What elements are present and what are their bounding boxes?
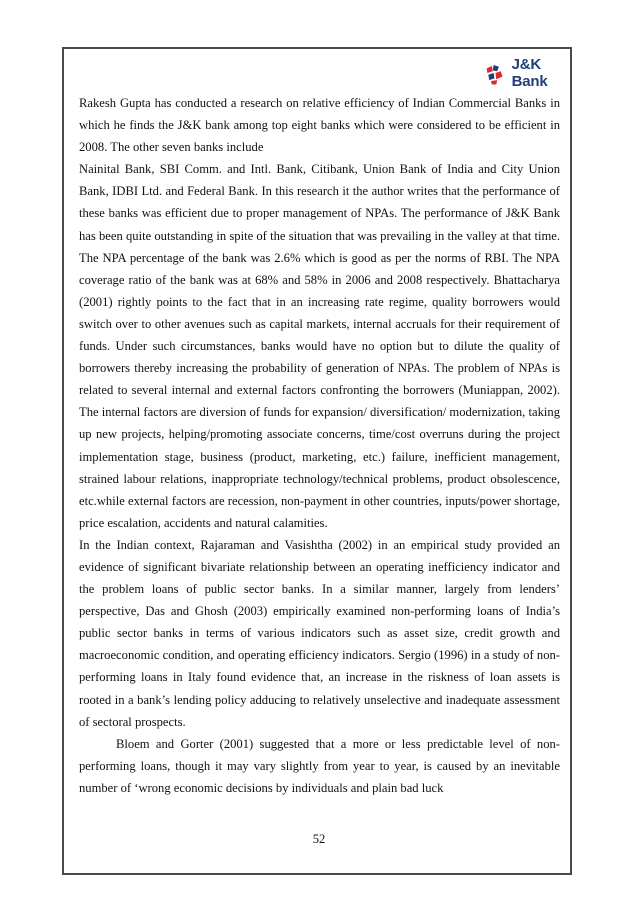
jk-bank-logo-icon xyxy=(483,58,510,88)
paragraph: In the Indian context, Rajaraman and Vasishtha (2002) in an empirical study provided an evidence of significant bivariate relationship between an operating inefficiency indicator and the problem loans of public sector banks. In a similar manner, largely from lenders’ perspective, Das and Ghosh (2003) empirically examined non-performing loans of India’s public sector banks in terms of various indicators such as asset size, credit growth and macroeconomic condition, and operating efficiency indicators. Sergio (1996) in a study of non-performing loans in Italy found evidence that, an increase in the riskness of loan assets is rooted in a bank’s lending policy adducing to relatively unselective and inadequate assessment of sectoral prospects. xyxy=(79,537,560,729)
paragraph: Bloem and Gorter (2001) suggested that a more or less predictable level of non-performing loans, though it may vary slightly from year to year, is caused by an inevitable number of ‘wrong economic decisions by individuals and plain bad luck xyxy=(79,736,560,795)
jk-bank-logo xyxy=(483,58,573,88)
paragraph: Nainital Bank, SBI Comm. and Intl. Bank, Citibank, Union Bank of India and City Union Bank, IDBI Ltd. and Federal Bank. In this research it the author writes that the performance of these banks was efficient due to proper management of NPAs. The performance of J&K Bank has been quite outstanding in spite of the situation that was prevailing in the valley at that time. The NPA percentage of the bank was 2.6% which is good as per the norms of RBI. The NPA coverage ratio of the bank was at 68% and 58% in 2006 and 2008 respectively. Bhattacharya (2001) rightly points to the fact that in an increasing rate regime, quality borrowers would switch over to other avenues such as capital markets, internal accruals for their requirement of funds. Under such circumstances, banks would have no option but to dilute the quality of borrowers thereby increasing the probability of generation of NPAs. The problem of NPAs is related to several internal and external factors confronting the borrowers (Muniappan, 2002). The internal factors are diversion of funds for expansion/ diversification/ modernization, taking up new projects, helping/promoting associate concerns, time/cost overruns during the project implementation stage, business (product, marketing, etc.) failure, inefficient management, strained labour relations, inappropriate technology/technical problems, product obsolescence, etc.while external factors are recession, non-payment in other countries, inputs/power shortage, price escalation, accidents and natural calamities. xyxy=(79,162,560,530)
paragraph: Rakesh Gupta has conducted a research on relative efficiency of Indian Commercial Banks in which he finds the J&K bank among top eight banks which were considered to be efficient in 2008. The other seven banks include xyxy=(79,96,560,155)
page-number: 52 xyxy=(312,832,326,846)
logo-text: J&K Bank xyxy=(511,56,548,90)
body-text xyxy=(79,92,560,799)
